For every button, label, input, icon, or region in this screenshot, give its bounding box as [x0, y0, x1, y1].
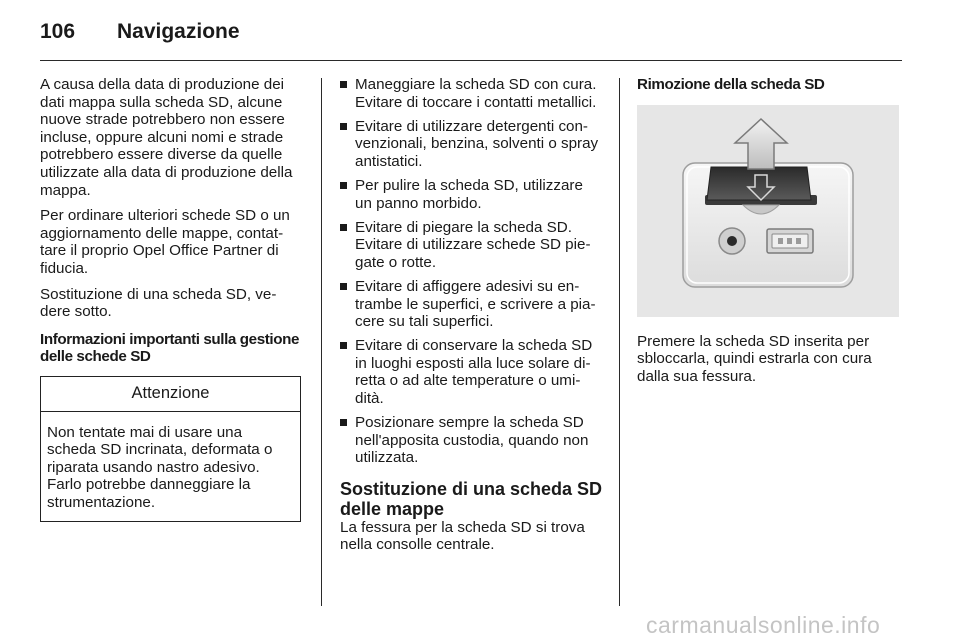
list-item — [340, 118, 604, 171]
list-item — [340, 76, 604, 111]
bullet-square-icon — [340, 123, 347, 130]
list-item — [340, 177, 604, 212]
subheading-sd-removal: Rimozione della scheda SD — [637, 76, 825, 93]
list-item-text: Maneggiare la scheda SD con cura. Evitare di toccare i contatti metallici. — [355, 76, 597, 111]
column-divider — [321, 78, 322, 606]
bullet-square-icon — [340, 182, 347, 189]
bullet-square-icon — [340, 283, 347, 290]
handling-list — [340, 76, 604, 467]
watermark: carmanualsonline.info — [646, 612, 881, 638]
paragraph: Per ordinare ulteriori schede SD o un aggiornamento delle mappe, contat-tare il proprio Opel Office Partner di fiducia. — [40, 207, 290, 277]
list-item-text: Posizionare sempre la scheda SD nell'apposita custodia, quando non utilizzata. — [355, 414, 589, 467]
list-item-text: Evitare di conservare la scheda SD in luoghi esposti alla luce solare di-retta o ad alte temperature o umi-dità. — [355, 337, 593, 407]
aux-jack-hole — [727, 236, 737, 246]
eject-arrow-icon — [735, 119, 787, 169]
bullet-square-icon — [340, 419, 347, 426]
subheading-sd-handling: Informazioni importanti sulla gestione delle schede SD — [40, 330, 300, 366]
warning-title: Attenzione — [41, 377, 300, 412]
column-right — [637, 76, 901, 401]
warning-body: Non tentate mai di usare una scheda SD incrinata, deformata o riparata usando nastro adesivo. Farlo potrebbe danneggiare la strumentazione. — [47, 423, 273, 511]
list-item — [340, 337, 604, 407]
sd-slot-illustration — [637, 105, 899, 317]
paragraph: Sostituzione di una scheda SD, ve-dere sotto. — [40, 285, 277, 321]
paragraph: A causa della data di produzione dei dati mappa sulla scheda SD, alcune nuove strade potrebbero non essere incluse, oppure alcuni nomi e strade potrebbero essere diverse da quelle utilizzate alla data di produzione della mappa. — [40, 76, 293, 199]
list-item-text: Per pulire la scheda SD, utilizzare un panno morbido. — [355, 176, 583, 212]
sd-slot-drawing — [637, 105, 899, 317]
column-divider — [619, 78, 620, 606]
bullet-square-icon — [340, 342, 347, 349]
list-item-text: Evitare di affiggere adesivi su en-trambe le superfici, e scrivere a pia-cere su tali superfici. — [355, 277, 596, 331]
page-number: 106 — [40, 20, 76, 43]
list-item-text: Evitare di piegare la scheda SD. Evitare di utilizzare schede SD pie-gate o rotte. — [355, 218, 591, 271]
list-item — [340, 414, 604, 467]
header-rule — [40, 60, 902, 61]
sd-card — [707, 167, 811, 200]
figure-caption: Premere la scheda SD inserita per sbloccarla, quindi estrarla con cura dalla sua fessura. — [637, 332, 872, 385]
bullet-square-icon — [340, 224, 347, 231]
section-text: La fessura per la scheda SD si trova nella consolle centrale. — [340, 518, 585, 554]
list-item — [340, 219, 604, 272]
bullet-square-icon — [340, 81, 347, 88]
list-item-text: Evitare di utilizzare detergenti con-venzionali, benzina, solventi o spray antistatici. — [355, 117, 599, 170]
warning-box — [40, 376, 301, 523]
column-middle — [340, 76, 604, 554]
section-heading: Sostituzione di una scheda SD delle mappe — [340, 478, 603, 519]
column-left — [40, 76, 304, 522]
page-title: Navigazione — [117, 20, 240, 43]
list-item — [340, 278, 604, 331]
